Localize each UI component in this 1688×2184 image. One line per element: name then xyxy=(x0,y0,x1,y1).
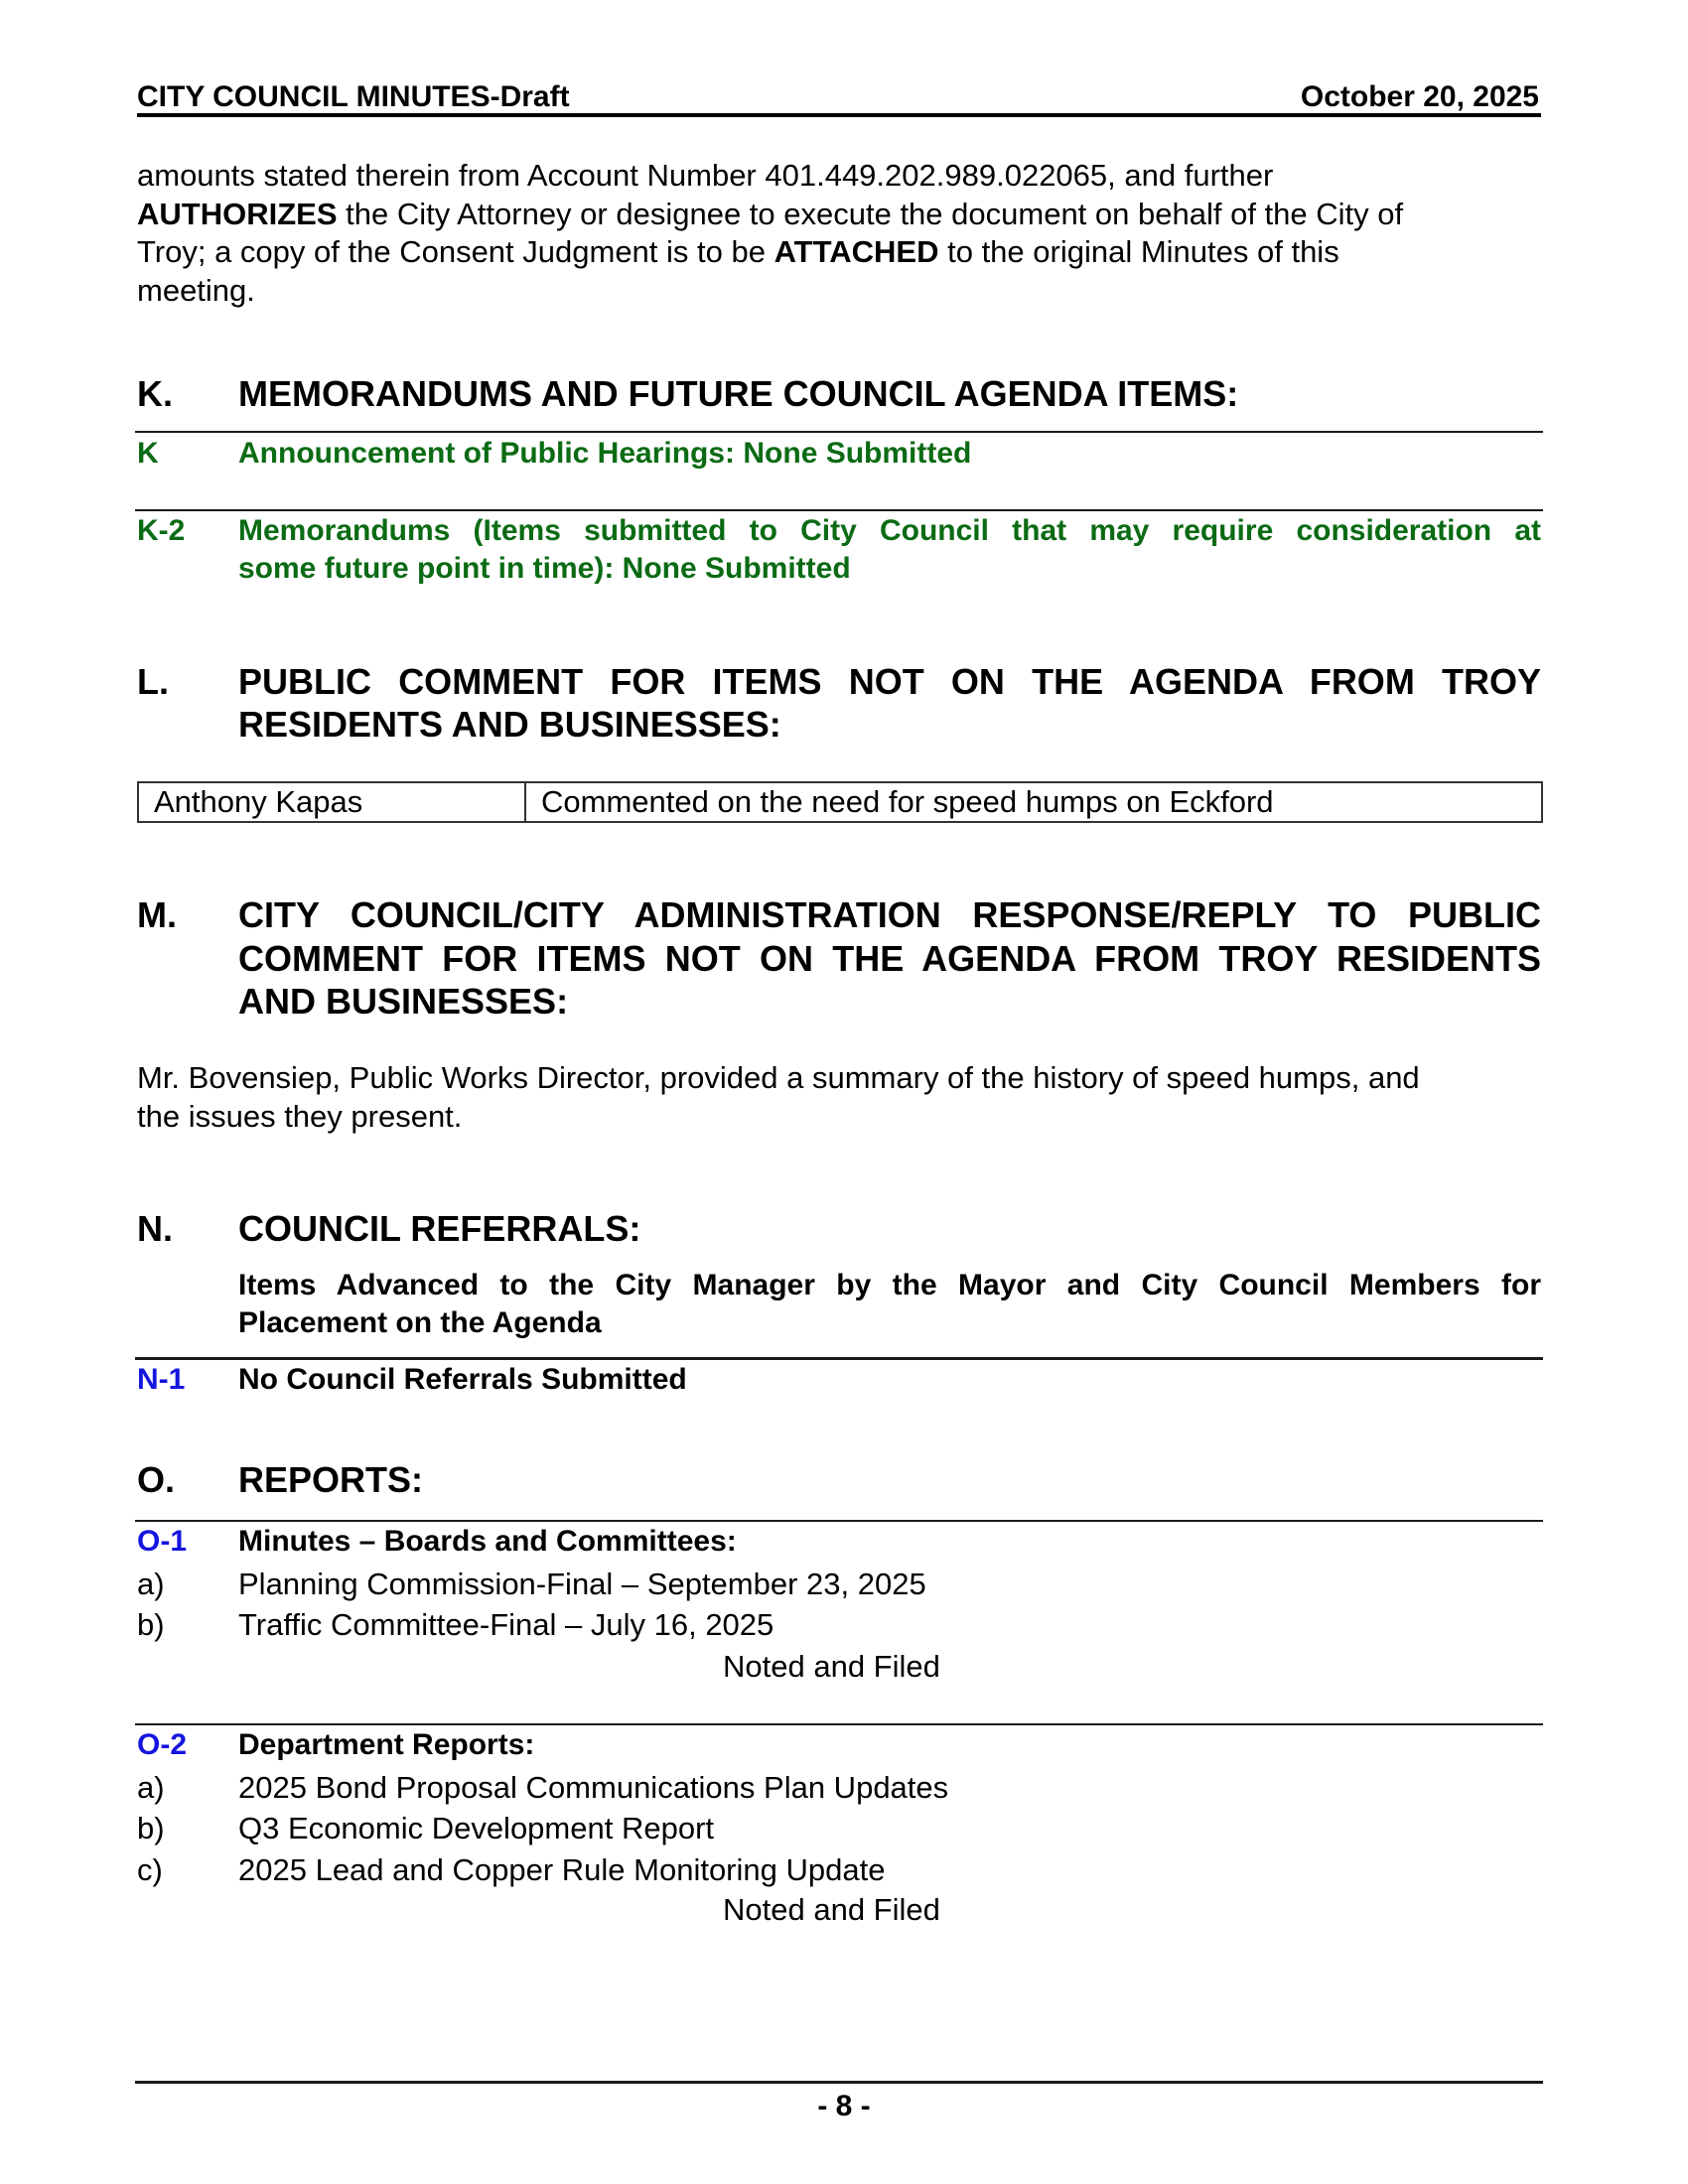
item-o2-title: Department Reports: xyxy=(238,1728,535,1761)
section-k-label: K. xyxy=(137,373,173,414)
item-o1-label: O-1 xyxy=(137,1525,188,1558)
document-title: CITY COUNCIL MINUTES-Draft xyxy=(137,80,570,113)
header-rule xyxy=(137,113,1541,117)
comment-text: Commented on the need for speed humps on Eckford xyxy=(541,784,1274,819)
section-m-body-line-2: the issues they present. xyxy=(137,1098,463,1134)
intro-line-3 xyxy=(137,233,1541,272)
document-date: October 20, 2025 xyxy=(1300,80,1539,113)
intro-line-3-pre: Troy; a copy of the Consent Judgment is to be xyxy=(137,234,774,269)
intro-line-1: amounts stated therein from Account Number 401.449.202.989.022065, and further xyxy=(137,158,1274,193)
page-number: - 8 - xyxy=(817,2090,871,2122)
footer-rule xyxy=(135,2081,1543,2084)
intro-line-4: meeting. xyxy=(137,272,255,308)
item-o2-label: O-2 xyxy=(137,1728,188,1761)
item-k-label: K xyxy=(137,437,159,470)
authorizes-keyword: AUTHORIZES xyxy=(137,196,338,231)
item-k2-line-1: Memorandums (Items submitted to City Council that may require consideration at xyxy=(238,514,1541,547)
section-o-rule xyxy=(135,1520,1543,1522)
table-cell-comment xyxy=(526,783,1541,821)
item-o1-marker-a: a) xyxy=(137,1567,165,1601)
section-l-title-line-2: RESIDENTS AND BUSINESSES: xyxy=(238,704,781,745)
section-o-label: O. xyxy=(137,1459,176,1500)
section-l-title-line-1: PUBLIC COMMENT FOR ITEMS NOT ON THE AGENDA FROM TROY xyxy=(238,661,1541,702)
item-o2-marker-a: a) xyxy=(137,1770,165,1805)
item-k2-line-2: some future point in time): None Submitted xyxy=(238,552,851,585)
section-o-title: REPORTS: xyxy=(238,1459,424,1500)
section-m-body-line-1: Mr. Bovensiep, Public Works Director, provided a summary of the history of speed humps, and xyxy=(137,1060,1420,1095)
public-comment-table xyxy=(137,781,1543,823)
item-o1-marker-b: b) xyxy=(137,1607,165,1642)
item-o2-marker-b: b) xyxy=(137,1811,165,1845)
intro-line-2-text: the City Attorney or designee to execute the document on behalf of the City of xyxy=(337,196,1404,231)
intro-paragraph xyxy=(137,157,1541,310)
item-o2-rule xyxy=(135,1723,1543,1725)
item-o1-list-a: Planning Commission-Final – September 23, 2025 xyxy=(238,1567,926,1601)
table-cell-name xyxy=(139,783,526,821)
section-n-rule xyxy=(135,1357,1543,1360)
attached-keyword: ATTACHED xyxy=(774,234,939,269)
item-o2-list-b: Q3 Economic Development Report xyxy=(238,1811,715,1845)
section-m-label: M. xyxy=(137,894,177,935)
item-n1-text: No Council Referrals Submitted xyxy=(238,1363,687,1396)
intro-line-3-post: to the original Minutes of this xyxy=(938,234,1339,269)
item-k2-label: K-2 xyxy=(137,514,186,547)
item-k-text: Announcement of Public Hearings: None Submitted xyxy=(238,437,972,470)
item-n1-label: N-1 xyxy=(137,1363,186,1396)
section-m-title-line-2: COMMENT FOR ITEMS NOT ON THE AGENDA FROM TROY RESIDENTS xyxy=(238,938,1541,979)
item-o2-marker-c: c) xyxy=(137,1852,163,1887)
item-o1-list-b: Traffic Committee-Final – July 16, 2025 xyxy=(238,1607,774,1642)
item-o2-list-c: 2025 Lead and Copper Rule Monitoring Update xyxy=(238,1852,886,1887)
section-n-subtitle-line-1: Items Advanced to the City Manager by the Mayor and City Council Members for xyxy=(238,1269,1541,1301)
section-m-body xyxy=(137,1059,1541,1136)
section-n-subtitle-line-2: Placement on the Agenda xyxy=(238,1306,602,1339)
commenter-name: Anthony Kapas xyxy=(154,784,363,819)
section-m-title-line-1: CITY COUNCIL/CITY ADMINISTRATION RESPONSE/REPLY TO PUBLIC xyxy=(238,894,1541,935)
item-o1-status: Noted and Filed xyxy=(723,1649,940,1684)
item-o1-title: Minutes – Boards and Committees: xyxy=(238,1525,737,1558)
section-l-label: L. xyxy=(137,661,169,702)
item-o2-list-a: 2025 Bond Proposal Communications Plan Updates xyxy=(238,1770,949,1805)
section-n-label: N. xyxy=(137,1208,173,1249)
section-n-title: COUNCIL REFERRALS: xyxy=(238,1208,641,1249)
item-o2-status: Noted and Filed xyxy=(723,1892,940,1927)
section-m-title-line-3: AND BUSINESSES: xyxy=(238,981,569,1022)
section-k-title: MEMORANDUMS AND FUTURE COUNCIL AGENDA ITEMS: xyxy=(238,373,1239,414)
section-k-rule xyxy=(135,431,1543,433)
intro-line-2 xyxy=(137,196,1541,234)
item-k2-rule xyxy=(135,509,1543,511)
